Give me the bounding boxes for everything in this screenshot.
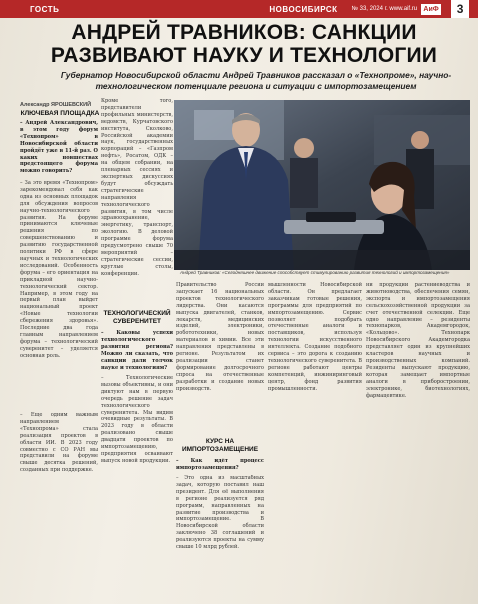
headline-line-1: АНДРЕЙ ТРАВНИКОВ: САНКЦИИ [71,21,417,44]
column-1-question: – Андрей Александрович, в этом году форум «Технопром» в Новосибирской области пройдёт уже в 11-й раз. О каких новшествах предстоящего форума можно говорить? [20,120,98,175]
column-1-text: – За это время «Технопром» зарекомендовал себя как одна из основных площадок для обсуждения вопросов научно-технологического развития. На форуме принимаются ключевые решения по совершенствованию и развитию государственной политики РФ в сфере научных и технологических исследований. Особенность форума – его ориентация на прикладной научно-технологический сектор. Например, в этом году на первый план выйдет национальный проект «Новые технологии сбережения здоровья». Последние два года главным направлением форума – технологический суверенитет – уделяется основная роль. [20,180,98,359]
column-3-text-continued: – Это одна из масштабных задач, которую поставил наш президент. Для её выполнения в регионе реализуется ряд программ, направленных на развитие производства и импортозамещение. В Новосибирской области заключено 38 соглашений и реализуются проекты на сумму свыше 10 млрд рублей. [176,475,264,551]
column-5-text: ни продукции растениеводства и животноводства, обеспечения семян, экспорта и импортозамещения сельскохозяйственной продукции за счет отечественной селекции. Еще одно направление – резиденты технопарков, Академгородок, «Кольцово». Технопарк Новосибирского Академгородка представляет один из крупнейших кластеров научных и производственных компаний. Резиденты выпускают продукцию, которая замещает импортные аналоги в приборостроении, электронике, биотехнологиях, фармацевтике. [366,282,470,399]
subhead-import-substitution: КУРС НА ИМПОРТОЗАМЕЩЕНИЕ [181,438,259,453]
headline-line-2: РАЗВИВАЮТ НАУКУ И ТЕХНОЛОГИИ [50,44,438,67]
subhead-key-platform: КЛЮЧЕВАЯ ПЛОЩАДКА [20,110,100,117]
article-lead: Губернатор Новосибирской области Андрей Травников рассказал о «Технопроме», научно-технологическом потенциале региона и ситуации с импортозамещением [60,70,452,91]
issue-info: № 33, 2024 г. www.aif.ru [351,6,418,12]
column-2-text-continued: – Технологические вызовы объективны, и они диктуют нам в первую очередь решение задач технологического суверенитета. Мы видим очевидные результаты. В 2023 году в области реализовано свыше двадцати проектов по импортозамещению, предприятия осваивают выпуск новой продукции. [101,375,173,464]
article-headline [20,21,468,67]
region-label: НОВОСИБИРСК [269,4,338,14]
column-3-text: Правительство России запускает 16 национальных проектов технологического лидерства. Они касаются выпуска двигателей, станков, лекарств, медицинских изделий, электроники, робототехники, новых материалов и химии. Все эти направления представлены в регионе. Результатом их реализации станет формирование долгосрочного спроса на отечественные разработки и создание новых производств. [176,282,264,392]
subhead-tech-sovereignty: ТЕХНОЛОГИЧЕСКИЙ СУВЕРЕНИТЕТ [103,310,171,325]
photo-illustration [174,100,470,270]
column-3-question: – Как идёт процесс импортозамещения? [176,458,264,471]
column-1-text-continued: – Еще одним важным направлением «Технопрома» стала реализация проектов в области ИИ. В 2023 году совместно с СО РАН мы представили на форуме свыше десятка решений, созданных при поддержке. [20,412,98,474]
page-number: 3 [451,0,469,18]
governor-photo [174,100,470,270]
byline: Александр ЯРОШЕВСКИЙ [20,102,92,108]
column-2-text: Кроме того, представители профильных министерств, ведомств, Курчатовского института, Сколково, Российской академии наук, государственных корпораций – «Газпром нефть», Росатом, ОДК – на общем собрании, на пленарных сессиях и экспертных дискуссиях будут обсуждать стратегические направления технологического развития, в том числе здравоохранение, энергетику, транспорт, экологию. В деловой программе форума предусмотрено свыше 70 мероприятий – стратегические сессии, круглые столы, конференции. [101,98,173,277]
section-label: ГОСТЬ [30,4,60,14]
aif-logo: АиФ [421,4,441,15]
column-4-text: мышленности Новосибирской области. Он предлагает заказчикам готовые решения, программы для предприятий по импортозамещению. Сервис позволяет подобрать отечественные аналоги и поставщиков, используя технологии искусственного интеллекта. Создание подобного сервиса – это дорога к созданию технологического суверенитета. В регионе работают центры компетенций, инжиниринговый центр, фонд развития промышленности. [268,282,362,392]
photo-caption: Андрей Травников: «Сегодняшнее движение способствует стимулированию развития технологий и импортозамещения» [180,270,450,275]
column-2-question: – Каковы успехи технологического развития региона? Можно ли сказать, что санкции дали толчок науке и технологиям? [101,330,173,371]
page-header-bar [0,0,478,18]
